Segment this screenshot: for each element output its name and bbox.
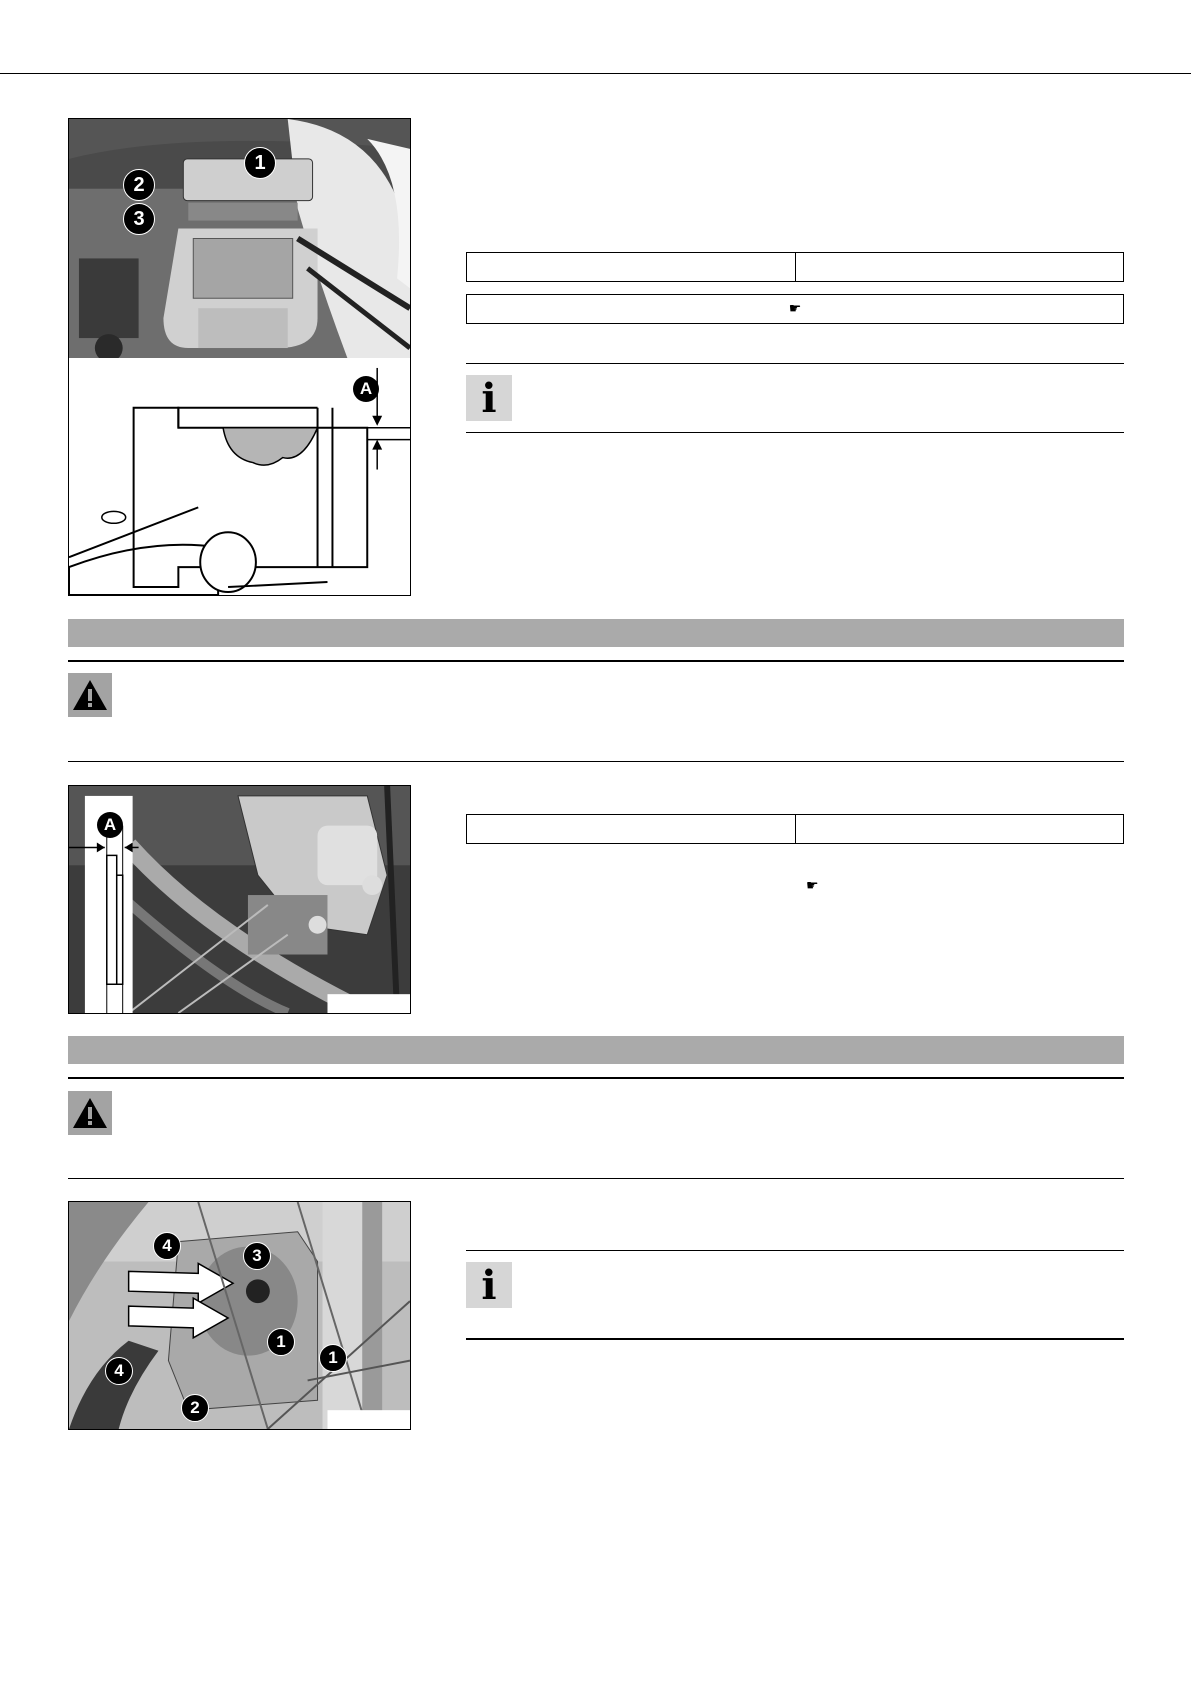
spec-table-2-cell-left	[467, 815, 795, 843]
section-rule-2	[68, 1077, 1124, 1079]
figure-brake-pads	[68, 785, 411, 1014]
callout-3: 3	[123, 203, 155, 235]
spec-reference-box	[466, 294, 1124, 324]
spec-table-1	[466, 252, 1124, 282]
note-rule-bottom-1	[466, 432, 1124, 433]
pointing-hand-icon: ☛	[806, 878, 819, 894]
section-heading-bar-2	[68, 1036, 1124, 1064]
callout-4: 4	[105, 1357, 133, 1385]
info-icon: i	[466, 375, 512, 421]
warning-icon	[68, 1091, 112, 1135]
callout-1: 1	[244, 147, 276, 179]
note-rule-top-1	[466, 363, 1124, 364]
callout-3: 3	[243, 1242, 271, 1270]
callout-a: A	[97, 812, 123, 838]
section-heading-bar-1	[68, 619, 1124, 647]
note-rule-top-2	[466, 1250, 1124, 1251]
note-rule-bottom-2	[466, 1338, 1124, 1340]
spec-table-1-cell-left	[467, 253, 795, 281]
callout-2: 2	[123, 169, 155, 201]
figure-brake-reservoir	[68, 118, 411, 596]
figure-brake-caliper	[68, 1201, 411, 1430]
callout-1: 1	[319, 1344, 347, 1372]
warning-rule-bottom-2	[68, 1178, 1124, 1179]
callout-1: 1	[267, 1328, 295, 1356]
info-icon: i	[466, 1262, 512, 1308]
warning-rule-bottom-1	[68, 761, 1124, 762]
section-rule-1	[68, 660, 1124, 662]
header-rule	[0, 73, 1191, 74]
spec-table-2-cell-right	[795, 815, 1124, 843]
callout-2: 2	[181, 1394, 209, 1422]
spec-table-2	[466, 814, 1124, 844]
spec-table-1-cell-right	[795, 253, 1124, 281]
callout-a: A	[353, 376, 379, 402]
callout-4: 4	[153, 1232, 181, 1260]
pointing-hand-icon: ☛	[788, 301, 802, 317]
warning-icon	[68, 673, 112, 717]
